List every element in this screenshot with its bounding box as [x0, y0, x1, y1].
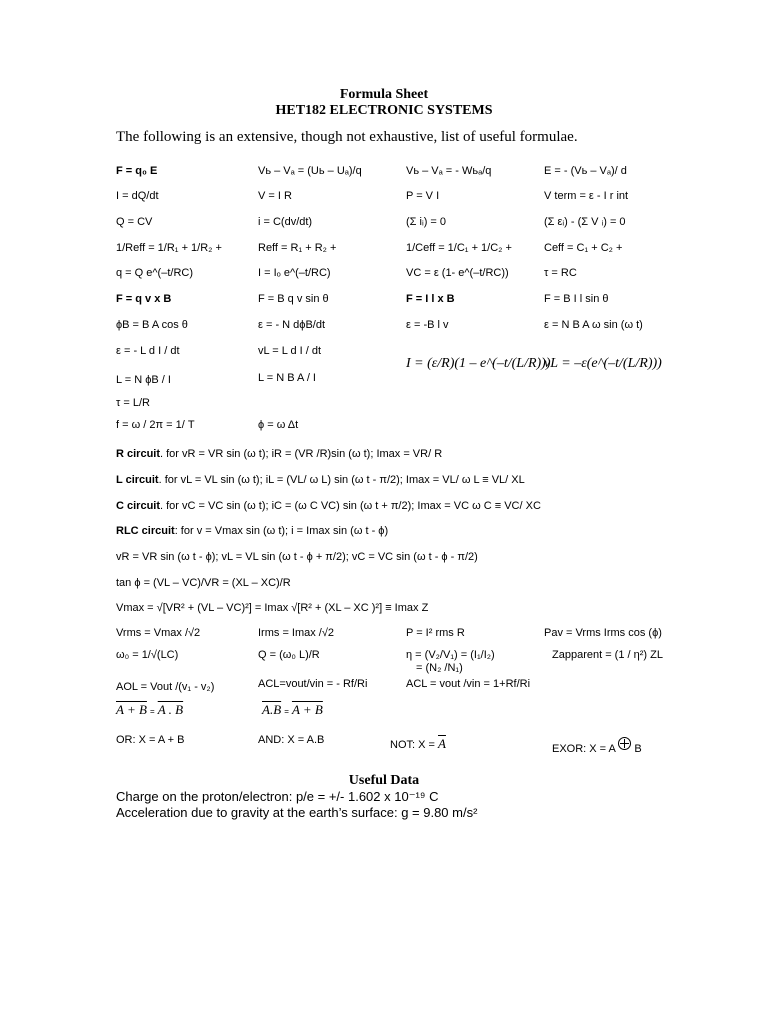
formula: = (N₂ /N₁)	[416, 662, 463, 674]
formula: F = B q v sin θ	[258, 293, 329, 305]
formula: Zapparent = (1 / η²) ZL	[552, 649, 663, 661]
tan-phase: tan ϕ = (VL – VC)/VR = (XL – XC)/R	[116, 577, 291, 589]
phase-voltages: vR = VR sin (ω t - ϕ); vL = VL sin (ω t - ϕ + π/2); vC = VC sin (ω t - ϕ - π/2)	[116, 551, 478, 563]
xor-gate-label: EXOR: X = A	[552, 743, 616, 755]
intro-text: The following is an extensive, though not exhaustive, list of useful formulae.	[116, 129, 578, 145]
formula: τ = RC	[544, 267, 577, 279]
formula: F = q v x B	[116, 293, 172, 305]
formula: L = N ϕB / I	[116, 374, 171, 386]
formula: (Σ iᵢ) = 0	[406, 216, 447, 228]
rlc-circuit-text: : for v = Vmax sin (ω t); i = Imax sin (ω t - ϕ)	[174, 525, 389, 537]
formula: f = ω / 2π = 1/ T	[116, 419, 195, 431]
formula: V term = ε - I r int	[544, 190, 629, 202]
formula: Q = (ω₀ L)/R	[258, 649, 320, 661]
and-gate: AND: X = A.B	[258, 734, 325, 746]
formula: Irms = Imax /√2	[258, 627, 335, 639]
r-circuit-line	[116, 447, 442, 461]
formula-voltage-rl: vL = –ε(e^(–t/(L/R)))	[544, 356, 662, 371]
formula: 1/Reff = 1/R₁ + 1/R₂ +	[116, 242, 222, 254]
formula: ϕ = ω Δt	[258, 419, 299, 431]
page-subtitle: HET182 ELECTRONIC SYSTEMS	[275, 103, 493, 118]
formula: F = q₀ E	[116, 165, 158, 177]
de-morgan-1-lhs: A + B	[116, 702, 147, 717]
c-circuit-line	[116, 499, 541, 513]
rlc-circuit-line	[116, 524, 388, 538]
formula: Vь – Vₐ = - Wьₐ/q	[406, 165, 492, 177]
formula: q = Q e^(–t/RC)	[116, 267, 193, 279]
xor-gate	[552, 737, 642, 756]
formula-current-rl: I = (ε/R)(1 – e^(–t/(L/R)))	[406, 356, 551, 371]
formula: Q = CV	[116, 216, 153, 228]
l-circuit-line	[116, 473, 525, 487]
l-circuit-label: L circuit	[116, 474, 159, 486]
useful-data-heading: Useful Data	[348, 773, 420, 788]
formula: Reff = R₁ + R₂ +	[258, 242, 337, 254]
de-morgan-2-rhs: A + B	[291, 702, 323, 717]
formula: I = Iₒ e^(–t/RC)	[258, 267, 331, 279]
page-title: Formula Sheet	[339, 87, 429, 102]
formula: ϕB = B A cos θ	[116, 319, 188, 331]
not-gate-var: $\overline{A}$	[438, 736, 446, 751]
formula: ε = - N dϕB/dt	[258, 319, 326, 331]
xor-icon	[618, 737, 631, 750]
r-circuit-text: . for vR = VR sin (ω t); iR = (VR /R)sin (ω t); Imax = VR/ R	[160, 448, 443, 460]
formula: i = C(dv/dt)	[258, 216, 313, 228]
l-circuit-text: . for vL = VL sin (ω t); iL = (VL/ ω L) sin (ω t - π/2); Imax = VL/ ω L ≡ VL/ XL	[158, 474, 525, 486]
xor-gate-b: B	[634, 743, 642, 755]
formula: E = - (Vь – Vₐ)/ d	[544, 165, 627, 177]
or-gate: OR: X = A + B	[116, 734, 185, 746]
formula: τ = L/R	[116, 397, 150, 409]
de-morgan-2: A.B = A + B	[262, 702, 323, 717]
formula: (Σ εᵢ) - (Σ V ᵢ) = 0	[544, 216, 626, 228]
formula: ε = -B l v	[406, 319, 449, 331]
formula: ε = - L d I / dt	[116, 345, 180, 357]
not-gate-label: NOT: X =	[390, 739, 435, 751]
formula: P = I² rms R	[406, 627, 465, 639]
formula: I = dQ/dt	[116, 190, 159, 202]
formula: L = N B A / I	[258, 372, 316, 384]
de-morgan-1: A + B = A . B	[116, 702, 184, 717]
vmax-impedance: Vmax = √[VR² + (VL – VC)²] = Imax √[R² + (XL – XC )²] ≡ Imax Z	[116, 602, 429, 614]
c-circuit-label: C circuit	[116, 500, 161, 512]
rlc-circuit-label: RLC circuit	[116, 525, 175, 537]
de-morgan-1-rhs: A . B	[157, 702, 184, 717]
formula: ε = N B A ω sin (ω t)	[544, 319, 643, 331]
formula: Pav = Vrms Irms cos (ϕ)	[544, 627, 662, 639]
de-morgan-2-lhs: A.B	[262, 702, 282, 717]
not-gate	[390, 737, 446, 752]
c-circuit-text: . for vC = VC sin (ω t); iC = (ω C VC) sin (ω t + π/2); Imax = VC ω C ≡ VC/ XC	[160, 500, 541, 512]
formula: ACL=vout/vin = - Rf/Ri	[258, 678, 368, 690]
formula: P = V I	[406, 190, 440, 202]
formula: vL = L d I / dt	[258, 345, 322, 357]
charge-constant: Charge on the proton/electron: p/e = +/- 1.602 x 10⁻¹⁹ C	[116, 789, 439, 804]
formula: V = I R	[258, 190, 292, 202]
formula: 1/Ceff = 1/C₁ + 1/C₂ +	[406, 242, 512, 254]
formula: η = (V₂/V₁) = (I₁/I₂)	[406, 649, 495, 661]
formula: Vrms = Vmax /√2	[116, 627, 201, 639]
formula: ω₀ = 1/√(LC)	[116, 649, 179, 661]
formula: F = I l x B	[406, 293, 455, 305]
r-circuit-label: R circuit	[116, 448, 161, 460]
gravity-constant: Acceleration due to gravity at the earth’s surface: g = 9.80 m/s²	[116, 805, 478, 820]
formula: F = B I l sin θ	[544, 293, 609, 305]
formula: AOL = Vout /(v₁ - v₂)	[116, 681, 215, 693]
formula: VC = ε (1- e^(–t/RC))	[406, 267, 509, 279]
formula: Ceff = C₁ + C₂ +	[544, 242, 623, 254]
formula: Vь – Vₐ = (Uь – Uₐ)/q	[258, 165, 362, 177]
formula: ACL = vout /vin = 1+Rf/Ri	[406, 678, 531, 690]
